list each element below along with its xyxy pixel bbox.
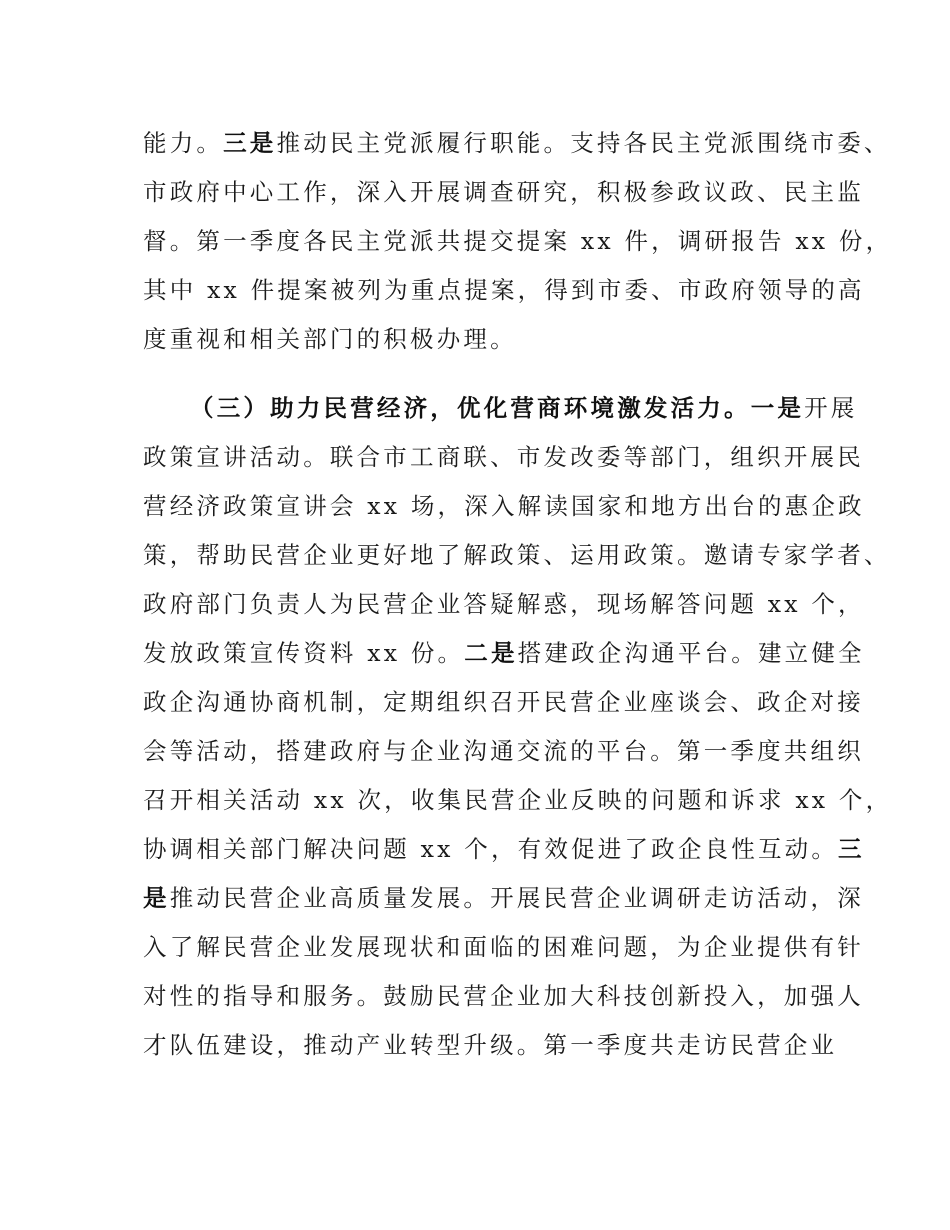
text-run: 政府部门负责人为民营企业答疑解惑，现场解答问题 xx 个， [143, 590, 865, 618]
text-run: 市政府中心工作，深入开展调查研究，积极参政议政、民主监 [143, 178, 864, 206]
text-run: 策，帮助民营企业更好地了解政策、运用政策。邀请专家学者、 [143, 541, 891, 569]
text-run: 才队伍建设，推动产业转型升级。第一季度共走访民营企业 [143, 1031, 838, 1059]
text-run: 能力。 [143, 129, 224, 157]
text-line [143, 981, 864, 1011]
text-run: 召开相关活动 xx 次，收集民营企业反映的问题和诉求 xx 个， [143, 786, 893, 814]
bold-run: 一是 [750, 394, 805, 422]
text-line [143, 687, 864, 717]
text-run: 营经济政策宣讲会 xx 场，深入解读国家和地方出台的惠企政 [143, 492, 865, 520]
text-line [143, 1030, 837, 1060]
text-run: 开展 [804, 394, 858, 422]
text-run: 入了解民营企业发展现状和面临的困难问题，为企业提供有针 [143, 933, 864, 961]
section-heading-line [190, 393, 858, 423]
text-run: 对性的指导和服务。鼓励民营企业加大科技创新投入，加强人 [143, 982, 864, 1010]
text-line [143, 324, 517, 354]
text-run: 会等活动，搭建政府与企业沟通交流的平台。第一季度共组织 [143, 737, 864, 765]
bold-run: 是 [143, 884, 170, 912]
text-run: 度重视和相关部门的积极办理。 [143, 325, 517, 353]
text-line [143, 883, 864, 913]
text-line [143, 932, 864, 962]
text-line [143, 736, 864, 766]
text-line [143, 128, 891, 158]
text-run: 督。第一季度各民主党派共提交提案 xx 件，调研报告 xx 份， [143, 227, 893, 255]
text-line [143, 275, 865, 305]
text-line [143, 226, 892, 256]
bold-run: 二是 [464, 639, 518, 667]
text-run: 推动民营企业高质量发展。开展民营企业调研走访活动，深 [169, 884, 864, 912]
text-line [143, 491, 865, 521]
text-line [143, 785, 892, 815]
text-line [143, 540, 891, 570]
bold-run: 三是 [223, 129, 277, 157]
text-run: 其中 xx 件提案被列为重点提案，得到市委、市政府领导的高 [143, 276, 865, 304]
text-run: 政策宣讲活动。联合市工商联、市发改委等部门，组织开展民 [143, 443, 864, 471]
text-run: 发放政策宣传资料 xx 份。 [143, 639, 465, 667]
text-line [143, 638, 865, 668]
text-run: 协调相关部门解决问题 xx 个，有效促进了政企良性互动。 [143, 835, 839, 863]
text-line [143, 834, 865, 864]
text-line [143, 442, 864, 472]
text-run: 政企沟通协商机制，定期组织召开民营企业座谈会、政企对接 [143, 688, 864, 716]
text-line [143, 589, 865, 619]
text-run: 推动民主党派履行职能。支持各民主党派围绕市委、 [276, 129, 891, 157]
section-heading: （三）助力民营经济，优化营商环境激发活力。 [190, 394, 751, 422]
bold-run: 三 [838, 835, 865, 863]
text-run: 搭建政企沟通平台。建立健全 [517, 639, 865, 667]
text-line [143, 177, 864, 207]
